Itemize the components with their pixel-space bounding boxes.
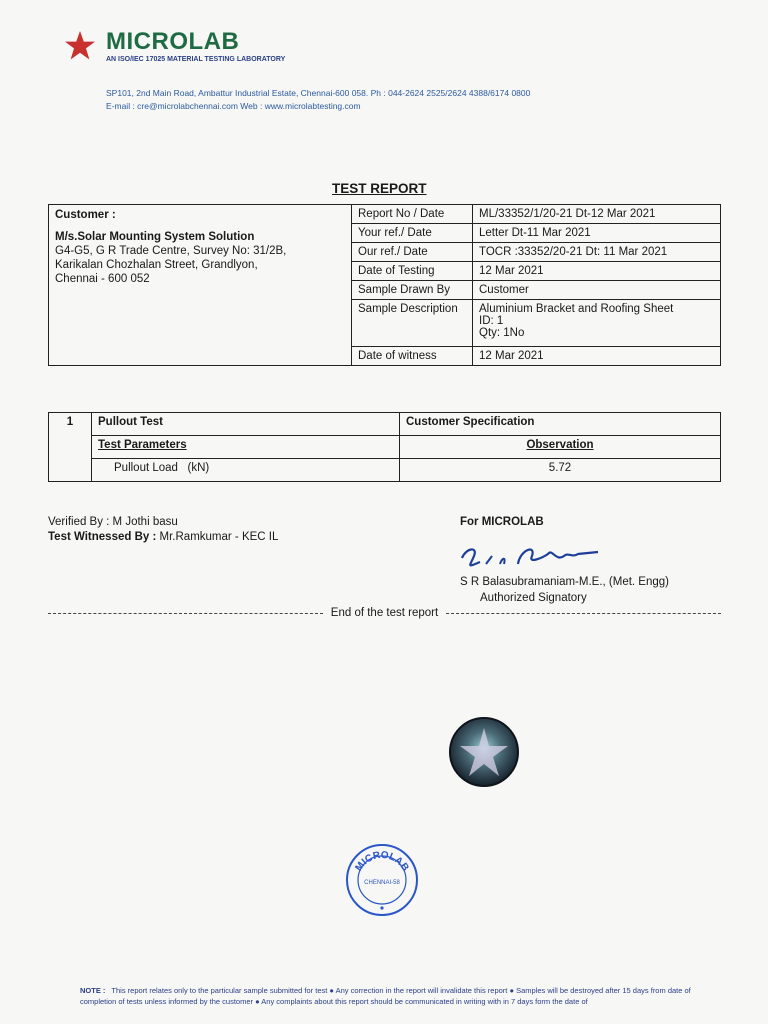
witnessed-by — [48, 531, 278, 543]
contact-line: E-mail : cre@microlabchennai.com Web : www.microlabtesting.com — [106, 101, 361, 111]
note-label: NOTE : — [80, 986, 106, 995]
customer-address-line: Chennai - 600 052 — [55, 273, 150, 285]
report-info-table — [48, 204, 721, 366]
info-value: 12 Mar 2021 — [473, 262, 721, 281]
report-title: TEST REPORT — [332, 181, 427, 196]
address-line: SP101, 2nd Main Road, Ambattur Industrial Estate, Chennai-600 058. Ph : 044-2624 2525/2624 4388/6174 0800 — [106, 88, 531, 98]
info-value: 12 Mar 2021 — [473, 347, 721, 366]
hologram-seal-icon — [448, 716, 520, 788]
for-microlab: For MICROLAB — [460, 516, 544, 528]
sample-id: ID: 1 — [479, 315, 504, 327]
verified-by: Verified By : M Jothi basu — [48, 516, 178, 528]
brand-name: MICROLAB — [106, 28, 240, 55]
signature-image — [456, 534, 606, 574]
end-of-report-line — [48, 607, 721, 619]
info-value: Letter Dt-11 Mar 2021 — [473, 224, 721, 243]
param-cell: Pullout Load (kN) — [92, 459, 400, 482]
note-text: This report relates only to the particular sample submitted for test ● Any correction in the report will invalidate this report ● Samples will be destroyed after 15 days from date of completion of tests unless informed by the customer ● Any complaints about this report should be communicated in writing with in 7 days form the date of — [80, 986, 691, 1006]
customer-address-line: Karikalan Chozhalan Street, Grandlyon, — [55, 259, 258, 271]
spec-header: Customer Specification — [400, 413, 721, 436]
customer-name: M/s.Solar Mounting System Solution — [55, 231, 255, 243]
info-label: Report No / Date — [352, 205, 473, 224]
observation-cell: 5.72 — [400, 459, 721, 482]
end-of-report-text: End of the test report — [330, 607, 439, 619]
customer-label: Customer : — [55, 209, 116, 221]
test-name: Pullout Test — [92, 413, 400, 436]
sample-description: Aluminium Bracket and Roofing Sheet — [479, 303, 674, 315]
test-results-table — [48, 412, 721, 482]
witnessed-label: Test Witnessed By : — [48, 531, 157, 543]
info-value-multiline — [473, 300, 721, 347]
brand-tagline: AN ISO/IEC 17025 MATERIAL TESTING LABORATORY — [106, 56, 286, 63]
customer-cell — [49, 205, 352, 366]
divider — [446, 613, 721, 614]
watermark — [303, 499, 416, 578]
observation-header: Observation — [400, 436, 721, 459]
params-header: Test Parameters — [92, 436, 400, 459]
info-value: Customer — [473, 281, 721, 300]
star-logo-icon — [64, 30, 96, 62]
witnessed-value: Mr.Ramkumar - KEC IL — [156, 531, 279, 543]
footer-note — [80, 985, 720, 1007]
customer-address-line: G4-G5, G R Trade Centre, Survey No: 31/2B, — [55, 245, 287, 257]
info-label: Sample Drawn By — [352, 281, 473, 300]
info-label: Our ref./ Date — [352, 243, 473, 262]
info-label: Sample Description — [352, 300, 473, 347]
info-label: Date of witness — [352, 347, 473, 366]
info-label: Your ref./ Date — [352, 224, 473, 243]
info-label: Date of Testing — [352, 262, 473, 281]
sample-qty: Qty: 1No — [479, 327, 525, 339]
stamp-center-text: CHENNAI-58 — [364, 880, 400, 886]
stamp-top-text: MICROLAB — [353, 849, 411, 874]
test-number: 1 — [49, 413, 92, 482]
microlab-stamp — [344, 842, 420, 918]
svg-text:MICROLAB — [353, 850, 410, 874]
signatory-title: Authorized Signatory — [480, 592, 587, 604]
divider — [48, 613, 323, 614]
info-value: ML/33352/1/20-21 Dt-12 Mar 2021 — [473, 205, 721, 224]
info-value: TOCR :33352/20-21 Dt: 11 Mar 2021 — [473, 243, 721, 262]
signatory-name: S R Balasubramaniam-M.E., (Met. Engg) — [460, 576, 669, 588]
